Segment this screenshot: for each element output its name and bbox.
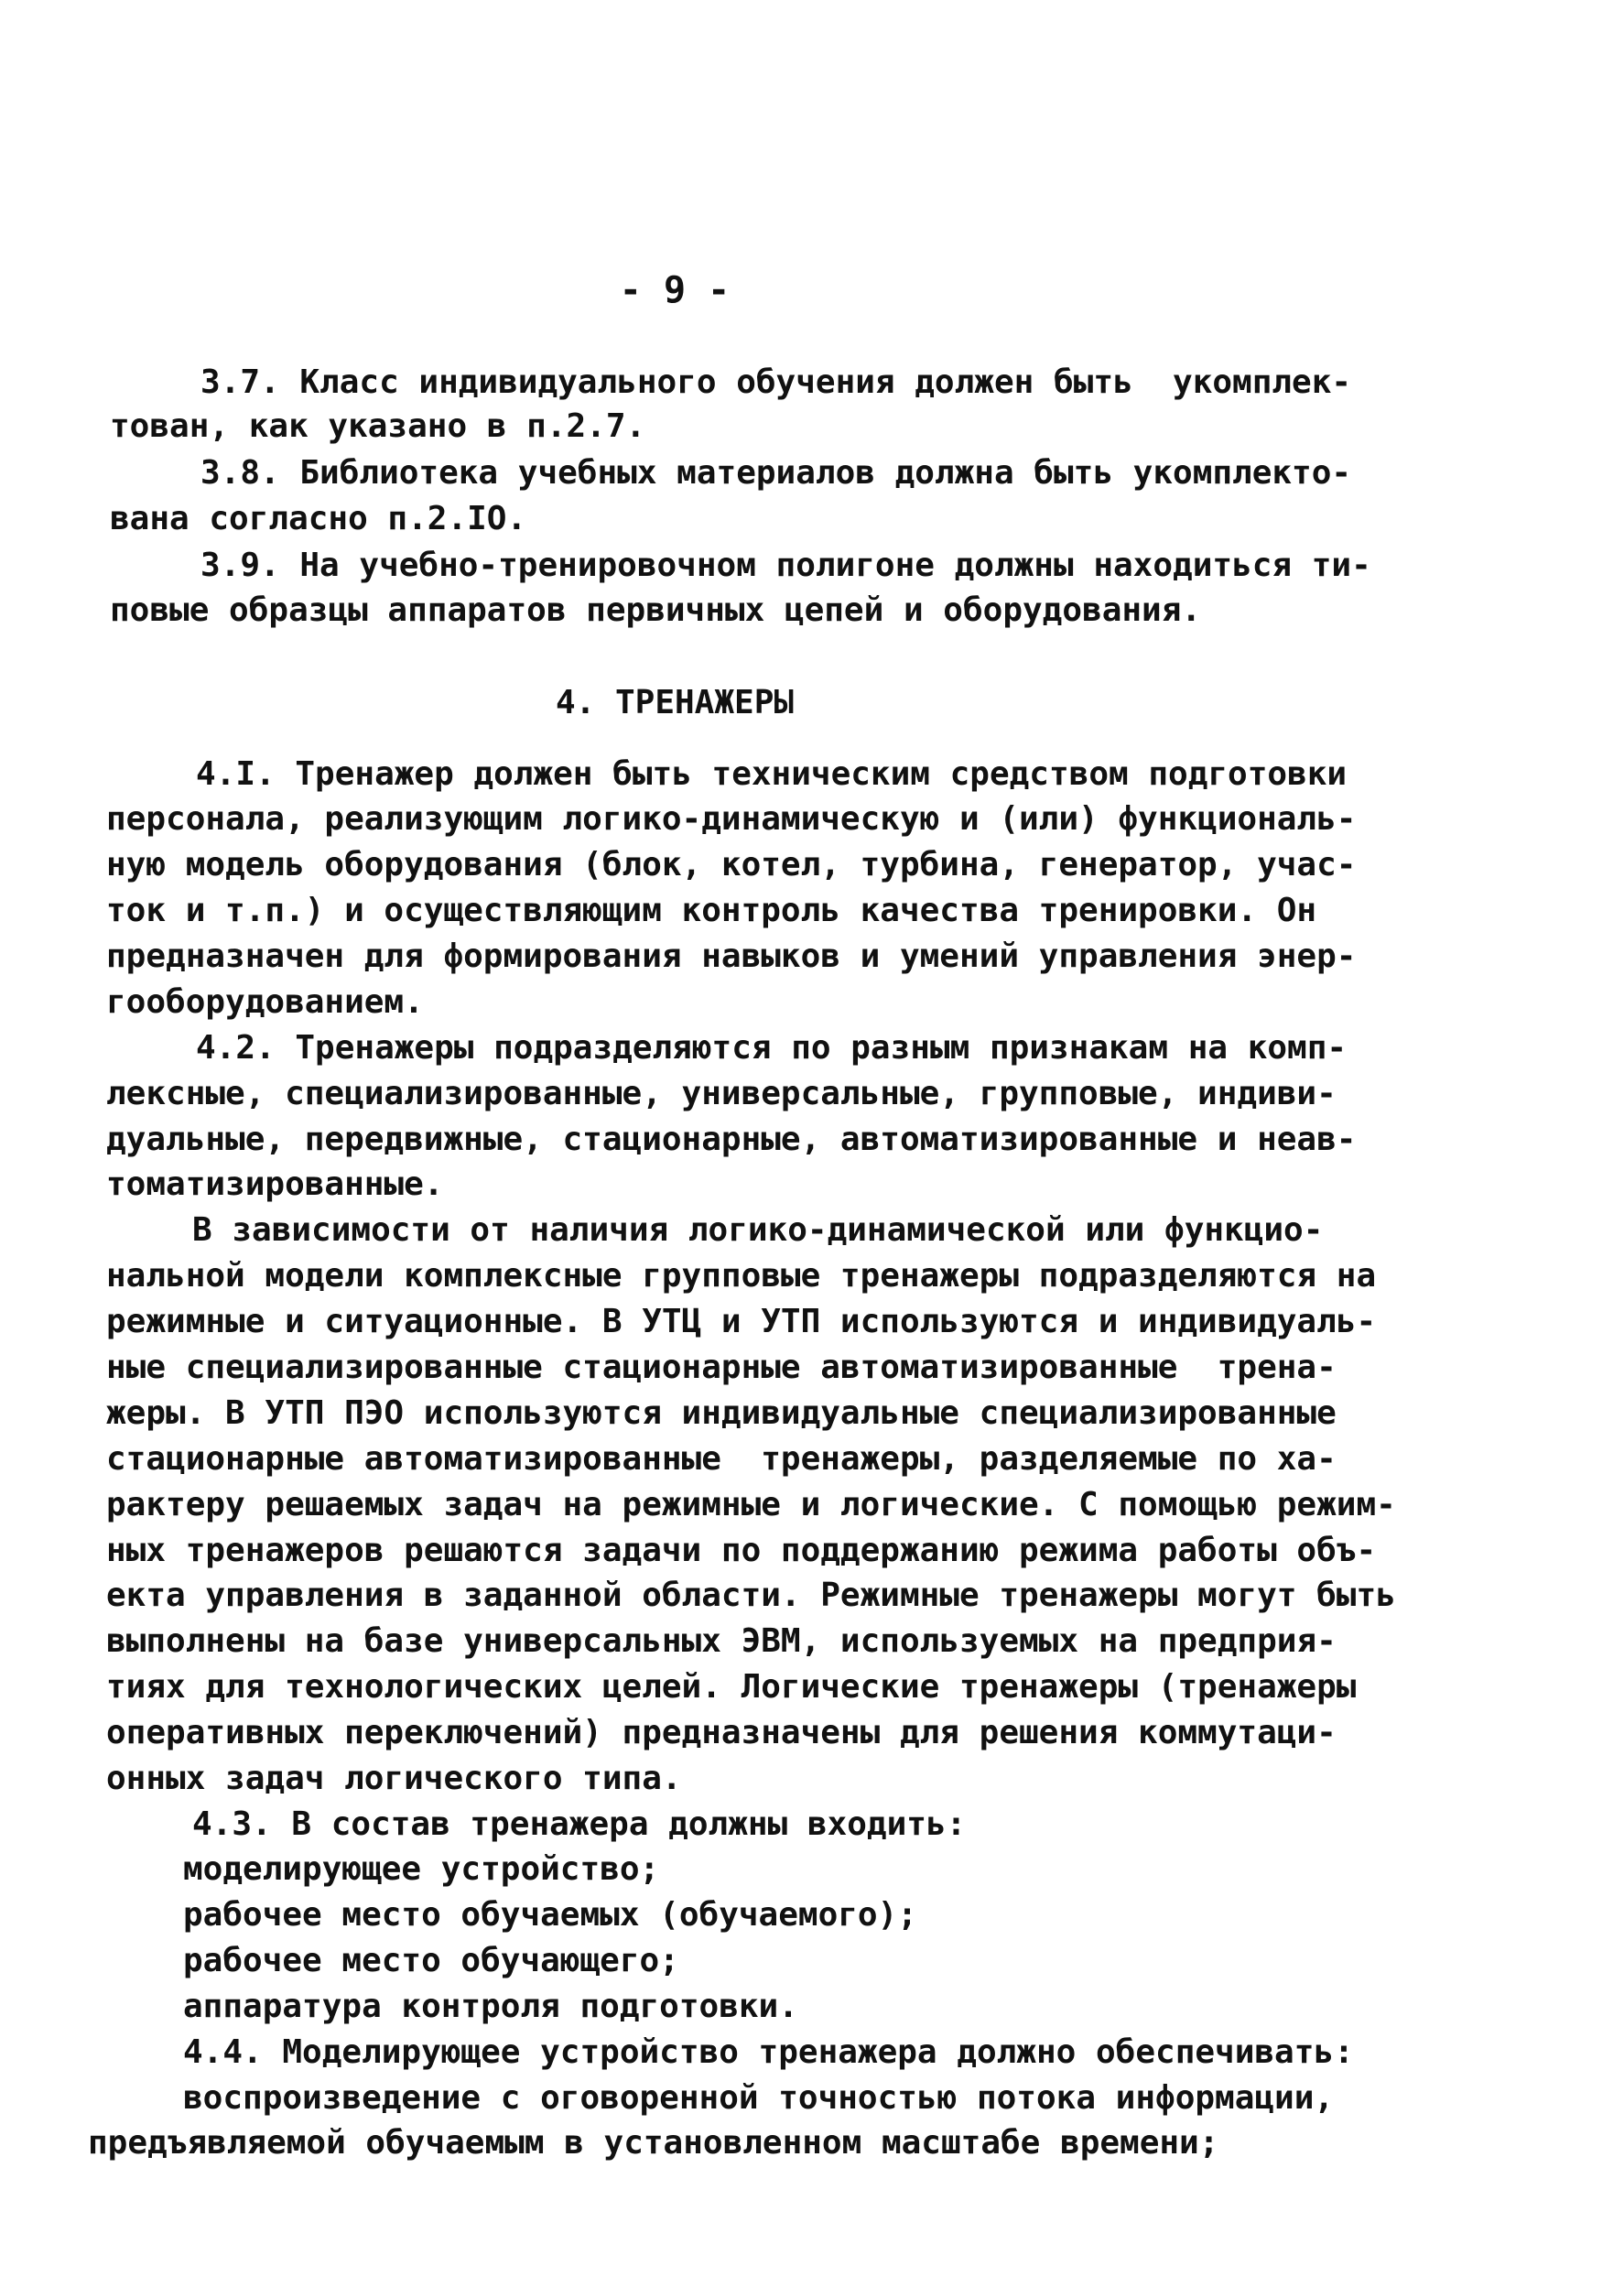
paragraph-line: тован, как указано в п.2.7. bbox=[110, 407, 646, 445]
paragraph-line: рактеру решаемых задач на режимные и логические. С помощью режим- bbox=[106, 1486, 1396, 1523]
page-number: - 9 - bbox=[619, 269, 731, 311]
paragraph-line: стационарные автоматизированные тренажеры, разделяемые по ха- bbox=[106, 1440, 1337, 1478]
paragraph-line: режимные и ситуационные. В УТЦ и УТП используются и индивидуаль- bbox=[106, 1303, 1377, 1340]
list-item: рабочее место обучающего; bbox=[183, 1942, 679, 1979]
paragraph-line: оперативных переключений) предназначены для решения коммутаци- bbox=[106, 1714, 1337, 1751]
list-item: моделирующее устройство; bbox=[183, 1850, 660, 1888]
paragraph-line: гооборудованием. bbox=[106, 983, 424, 1021]
paragraph-line: выполнены на базе универсальных ЭВМ, используемых на предприя- bbox=[106, 1622, 1337, 1660]
paragraph-line: ную модель оборудования (блок, котел, турбина, генератор, учас- bbox=[106, 846, 1357, 883]
paragraph-line: предъявляемой обучаемым в установленном масштабе времени; bbox=[88, 2124, 1219, 2162]
paragraph-line: 3.8. Библиотека учебных материалов должна быть укомплекто- bbox=[200, 454, 1352, 492]
paragraph-line: жеры. В УТП ПЭО используются индивидуальные специализированные bbox=[106, 1394, 1337, 1432]
paragraph-line: В зависимости от наличия логико-динамической или функцио- bbox=[192, 1211, 1324, 1249]
paragraph-line: ных тренажеров решаются задачи по поддержанию режима работы объ- bbox=[106, 1532, 1377, 1569]
paragraph-line: 3.7. Класс индивидуального обучения должен быть укомплек- bbox=[200, 363, 1352, 401]
paragraph-line: вана согласно п.2.IO. bbox=[110, 500, 527, 537]
section-heading: 4. ТРЕНАЖЕРЫ bbox=[555, 684, 795, 721]
paragraph-line: тиях для технологических целей. Логические тренажеры (тренажеры bbox=[106, 1668, 1357, 1706]
paragraph-line: повые образцы аппаратов первичных цепей и оборудования. bbox=[110, 591, 1202, 629]
paragraph-line: 4.4. Моделирующее устройство тренажера должно обеспечивать: bbox=[183, 2033, 1354, 2071]
paragraph-line: 4.2. Тренажеры подразделяются по разным признакам на комп- bbox=[196, 1029, 1348, 1067]
paragraph-line: персонала, реализующим логико-динамическую и (или) функциональ- bbox=[106, 800, 1357, 838]
paragraph-line: онных задач логического типа. bbox=[106, 1760, 682, 1797]
paragraph-line: предназначен для формирования навыков и умений управления энер- bbox=[106, 938, 1357, 975]
paragraph-line: томатизированные. bbox=[106, 1165, 444, 1203]
paragraph-line: воспроизведение с оговоренной точностью потока информации, bbox=[183, 2079, 1335, 2117]
paragraph-line: 4.3. В состав тренажера должны входить: bbox=[192, 1805, 967, 1843]
list-item: аппаратура контроля подготовки. bbox=[183, 1988, 798, 2025]
paragraph-line: ток и т.п.) и осуществляющим контроль качества тренировки. Он bbox=[106, 892, 1317, 929]
paragraph-line: 4.I. Тренажер должен быть техническим средством подготовки bbox=[196, 755, 1348, 793]
paragraph-line: лексные, специализированные, универсальные, групповые, индиви- bbox=[106, 1075, 1337, 1112]
paragraph-line: нальной модели комплексные групповые тренажеры подразделяются на bbox=[106, 1257, 1377, 1295]
list-item: рабочее место обучаемых (обучаемого); bbox=[183, 1896, 917, 1934]
paragraph-line: 3.9. На учебно-тренировочном полигоне должны находиться ти- bbox=[200, 547, 1371, 584]
paragraph-line: екта управления в заданной области. Режимные тренажеры могут быть bbox=[106, 1577, 1396, 1614]
paragraph-line: ные специализированные стационарные автоматизированные трена- bbox=[106, 1349, 1337, 1386]
paragraph-line: дуальные, передвижные, стационарные, автоматизированные и неав- bbox=[106, 1121, 1357, 1158]
